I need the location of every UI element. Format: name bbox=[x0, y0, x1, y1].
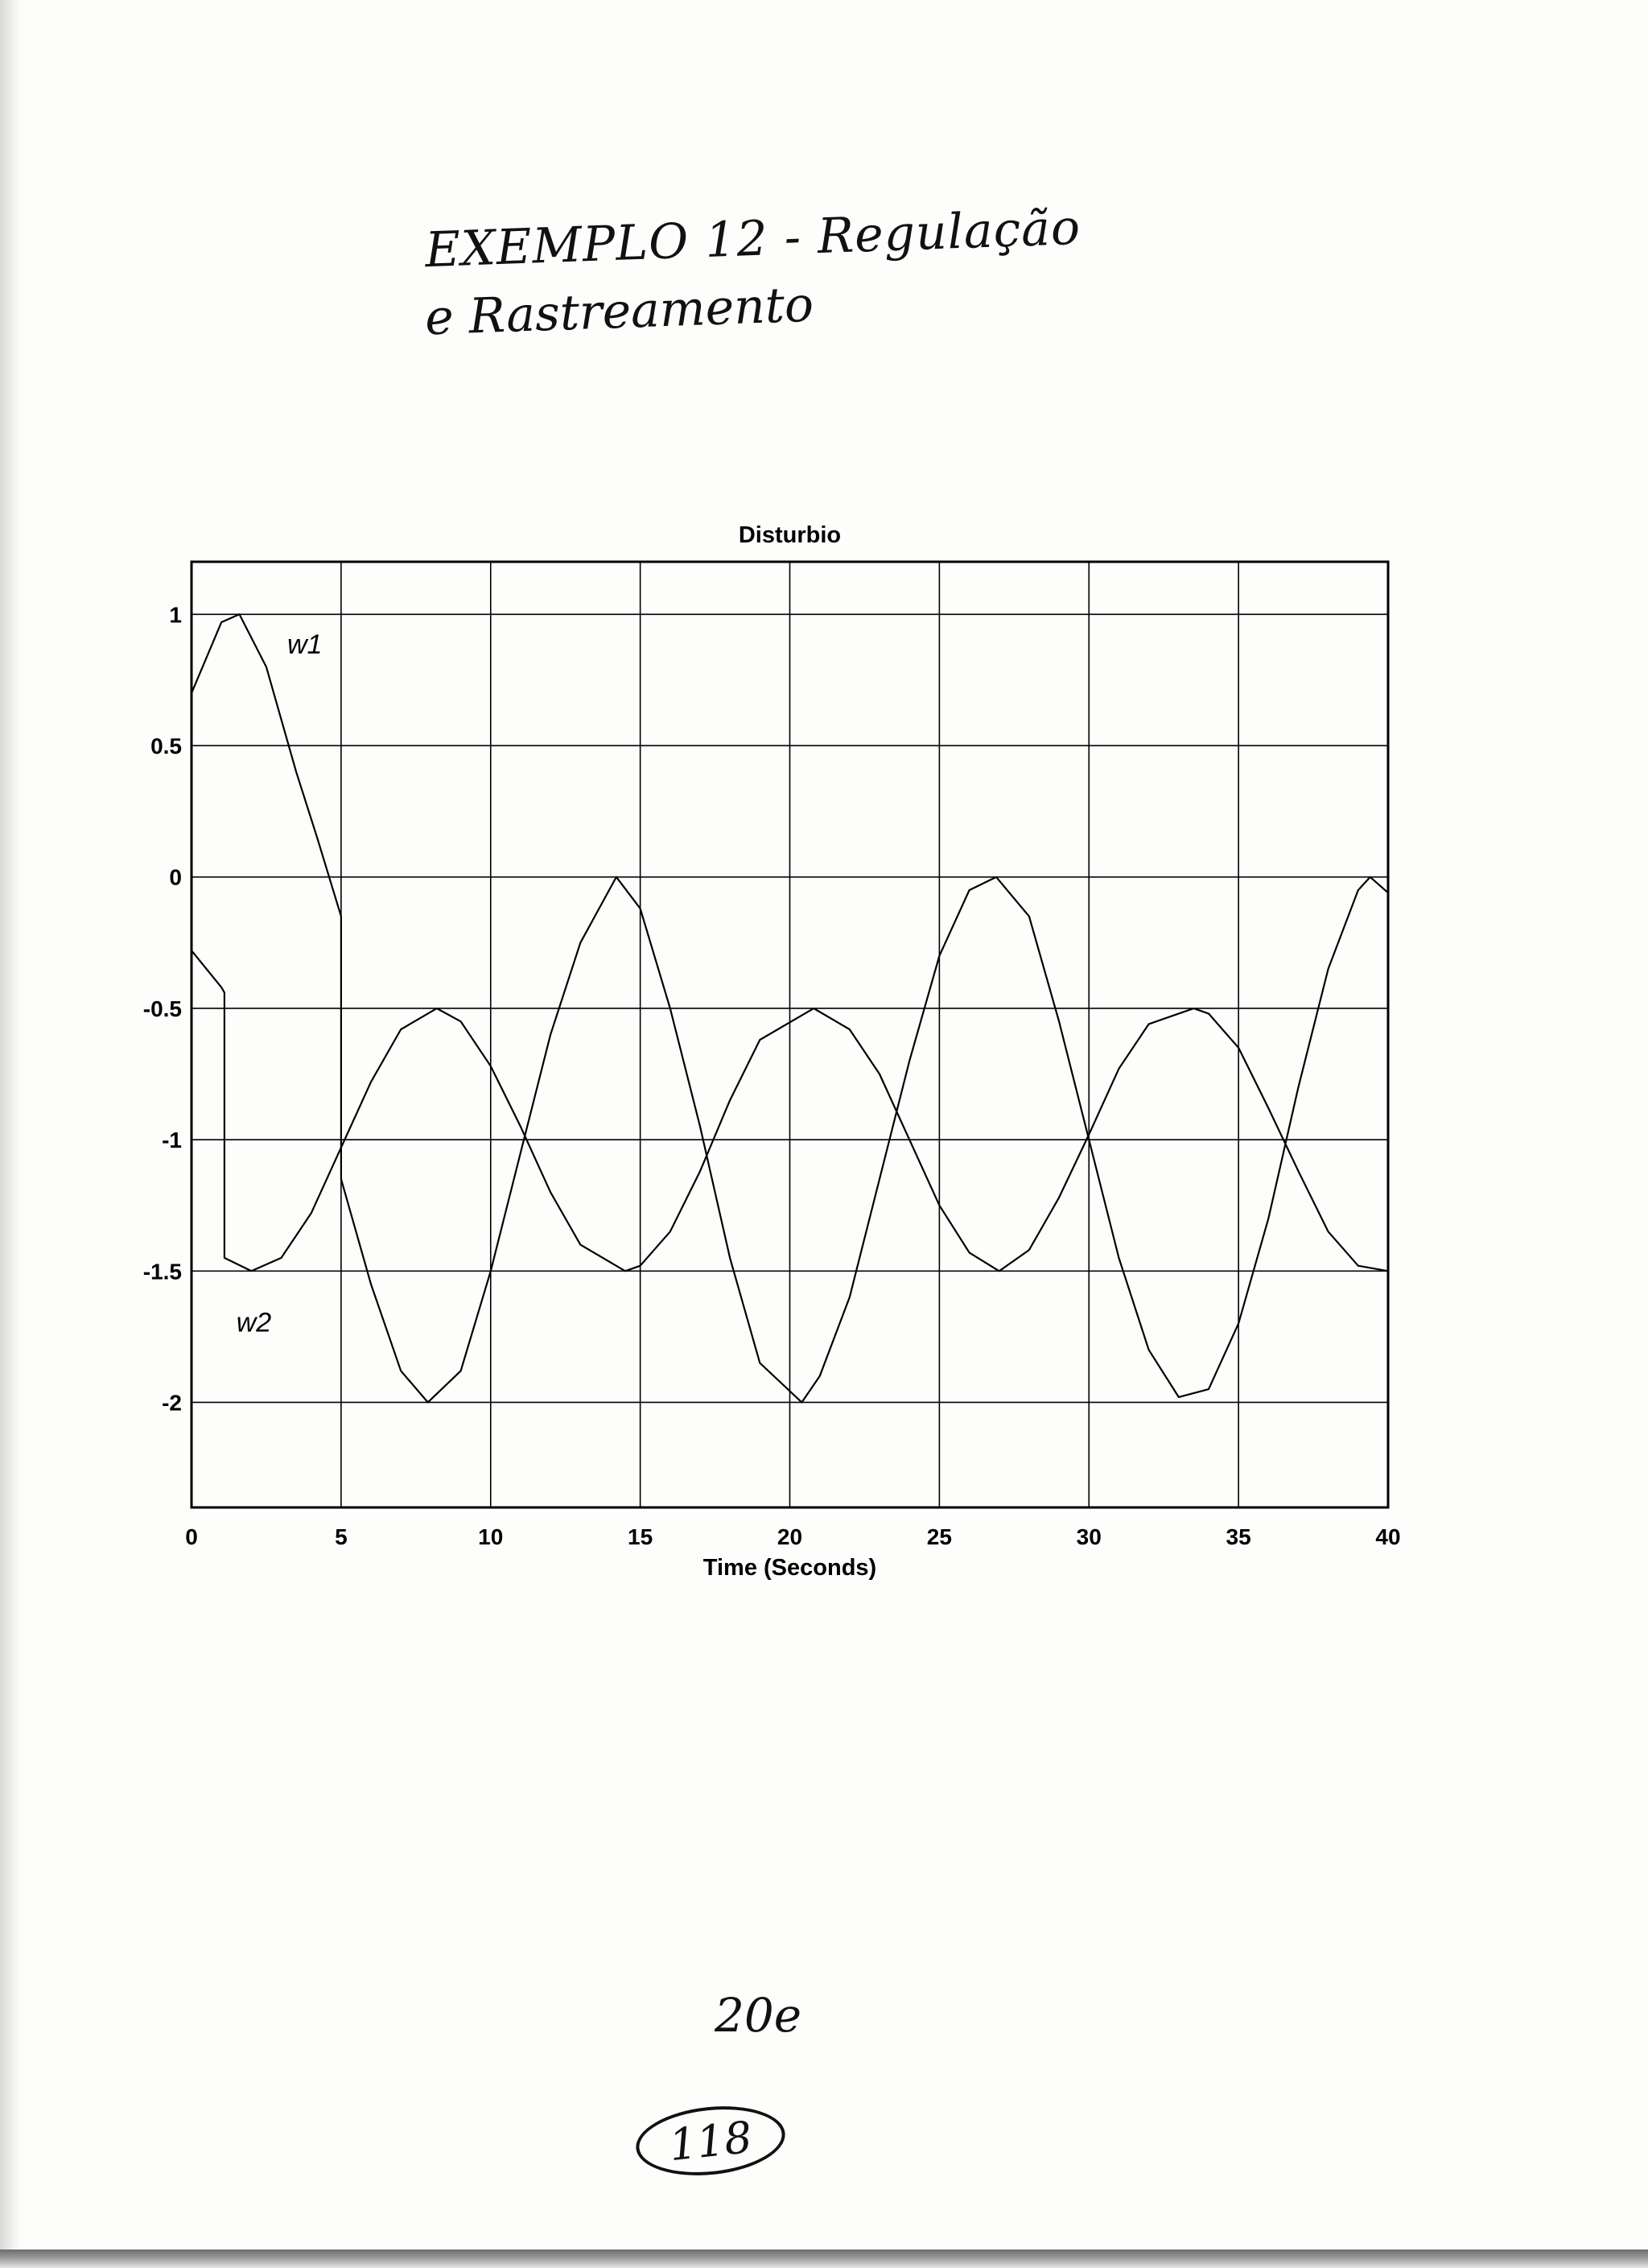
x-tick-label: 25 bbox=[926, 1524, 952, 1549]
x-tick-label: 35 bbox=[1226, 1524, 1251, 1549]
y-tick-label: -1.5 bbox=[142, 1259, 182, 1285]
series-label-w1: w1 bbox=[286, 629, 323, 661]
handwritten-subtitle: e Rastreamento bbox=[423, 276, 815, 347]
y-tick-label: -1 bbox=[162, 1128, 182, 1153]
chart-grid bbox=[192, 562, 1388, 1507]
x-tick-label: 15 bbox=[628, 1524, 653, 1549]
x-tick-label: 30 bbox=[1076, 1524, 1102, 1549]
x-tick-label: 5 bbox=[335, 1524, 348, 1549]
y-tick-label: 1 bbox=[169, 602, 182, 628]
x-tick-label: 10 bbox=[478, 1524, 504, 1549]
x-axis-label: Time (Seconds) bbox=[702, 1555, 877, 1581]
chart-title: Disturbio bbox=[738, 522, 842, 548]
circled-page-number: 118 bbox=[632, 2100, 789, 2183]
x-tick-label: 40 bbox=[1375, 1524, 1401, 1549]
handwritten-title: EXEMPLO 12 - Regulação bbox=[424, 199, 1082, 279]
y-tick-label: -0.5 bbox=[142, 996, 182, 1021]
series-label-w2: w2 bbox=[236, 1307, 272, 1338]
handwritten-mark: 20e bbox=[715, 1988, 802, 2043]
chart-tick-labels bbox=[143, 602, 1401, 1549]
y-tick-label: 0 bbox=[169, 864, 182, 890]
x-tick-label: 20 bbox=[777, 1524, 803, 1549]
y-tick-label: -2 bbox=[162, 1390, 182, 1416]
x-tick-label: 0 bbox=[185, 1524, 198, 1549]
y-tick-label: 0.5 bbox=[150, 733, 182, 759]
